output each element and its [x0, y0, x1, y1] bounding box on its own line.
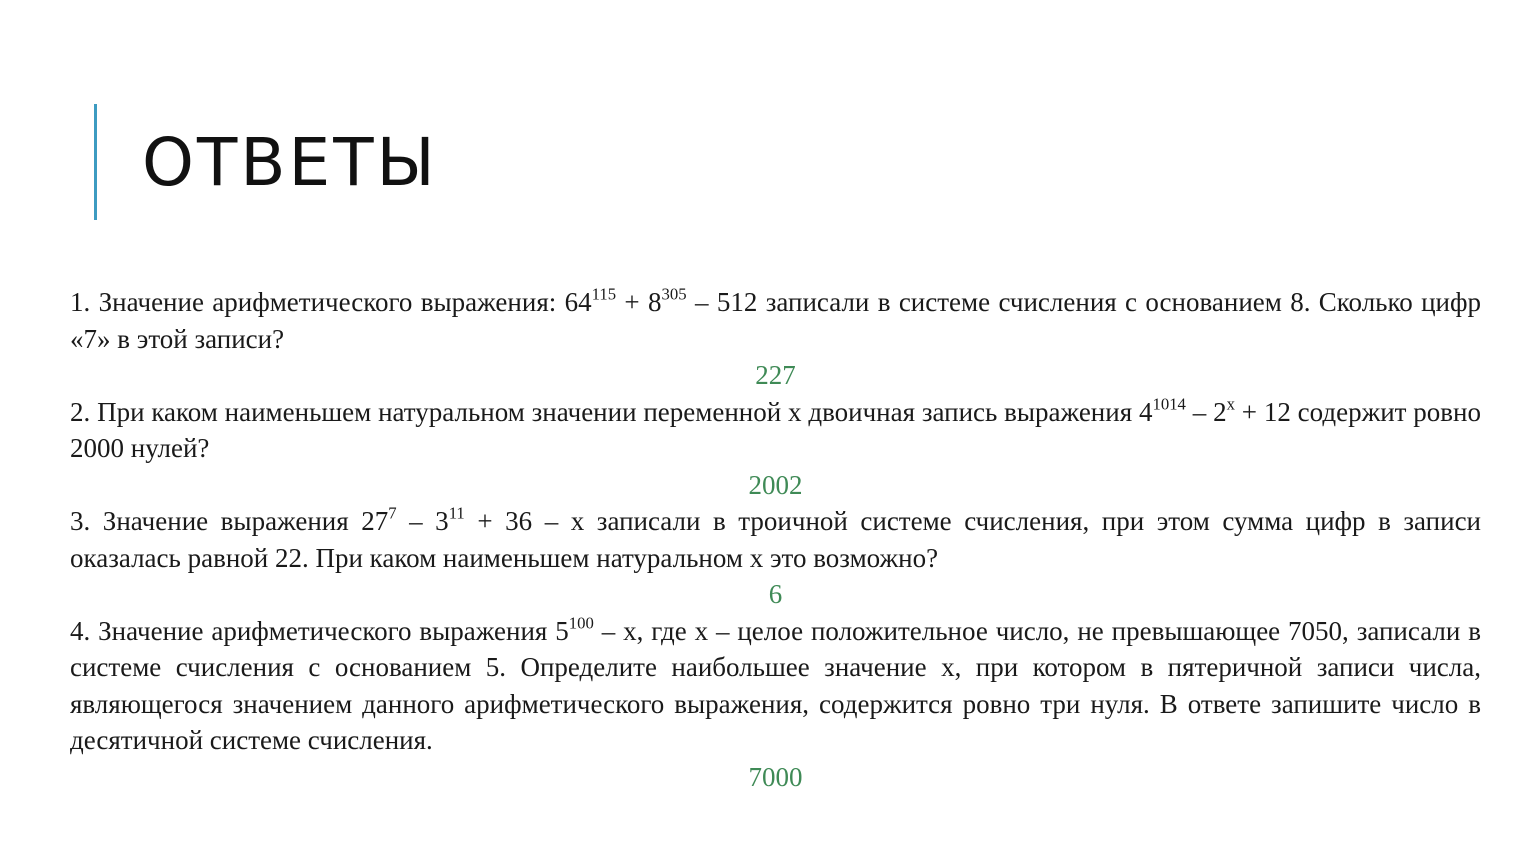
answer-3: 6	[768, 579, 783, 609]
question-1-text-mid: + 8	[616, 287, 662, 317]
question-1-exponent-2: 305	[661, 284, 687, 304]
answer-1: 227	[755, 360, 796, 390]
question-2	[70, 394, 1481, 467]
question-4	[70, 613, 1481, 759]
question-1-exponent-1: 115	[591, 284, 617, 304]
question-1-text-after: – 512 записали в системе счисления с основанием 8. Сколько цифр «7» в этой записи?	[70, 287, 1481, 354]
question-4-exponent-1: 100	[568, 612, 594, 632]
question-1	[70, 284, 1481, 357]
question-3-exponent-2: 11	[448, 503, 465, 523]
question-3-exponent-1: 7	[388, 503, 397, 523]
question-1-text-before: 1. Значение арифметического выражения: 64	[70, 287, 592, 317]
question-4-text-after: – x, где x – целое положительное число, не превышающее 7050, записали в системе счисления с основанием 5. Определите наибольшее значение x, при котором в пятеричной записи числа, являющегося значением данного арифметического выражения, содержится ровно три нуля. В ответе запишите число в десятичной системе счисления.	[70, 615, 1481, 755]
slide-title: ОТВЕТЫ	[142, 124, 438, 201]
question-2-exponent-1: 1014	[1152, 393, 1186, 413]
question-3-text-before: 3. Значение выражения 27	[70, 506, 389, 536]
question-2-text-before: 2. При каком наименьшем натуральном значении переменной х двоичная запись выражения 4	[70, 396, 1153, 427]
question-3-text-after: + 36 – x записали в троичной системе счисления, при этом сумма цифр в записи оказалась равной 22. При каком наименьшем натуральном x это возможно?	[70, 506, 1482, 573]
question-4-text-before: 4. Значение арифметического выражения 5	[70, 615, 569, 646]
question-2-text-after: + 12 содержит ровно 2000 нулей?	[70, 396, 1481, 463]
question-2-exponent-2: x	[1226, 393, 1235, 413]
question-3-text-mid: – 3	[396, 506, 449, 536]
question-3	[70, 503, 1481, 576]
answer-4: 7000	[748, 761, 803, 792]
answers-content	[70, 284, 1481, 795]
answer-2: 2002	[748, 469, 803, 500]
title-accent-bar	[94, 104, 97, 220]
question-2-text-mid: – 2	[1185, 396, 1227, 427]
